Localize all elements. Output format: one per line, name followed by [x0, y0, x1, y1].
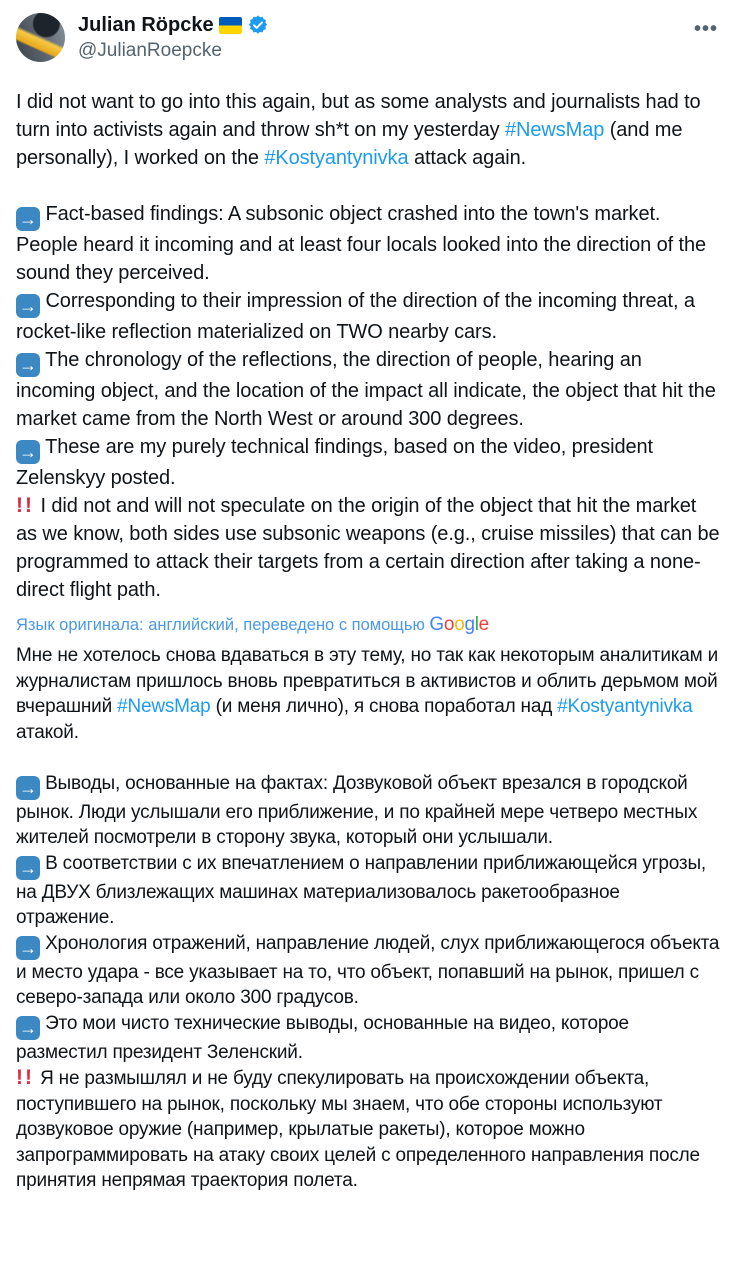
tweet-text: (and me personally), I worked on the [16, 119, 683, 169]
right-arrow-emoji: → [16, 936, 40, 960]
tweet-paragraph [16, 771, 720, 851]
right-arrow-emoji: → [16, 440, 40, 464]
tweet-header [16, 13, 720, 62]
tweet-paragraph [16, 931, 720, 1011]
hashtag-link[interactable]: #NewsMap [505, 119, 605, 141]
tweet-text: Мне не хотелось снова вдаваться в эту тему, но так как некоторым аналитикам и журналистам пришлось вновь превратиться в активистов и облить дерьмом мой вчерашний [16, 645, 718, 717]
tweet-text-russian [16, 643, 720, 1194]
user-names [78, 13, 269, 62]
tweet-text: Я не размышлял и не буду спекулировать на происхождении объекта, поступившего на рынок, поскольку мы знаем, что обе стороны используют дозвуковое оружие (например, крылатые ракеты), которое можно запрограммировать на атаку своих целей с определенного направления после принятия непрямая траектория полета. [16, 1068, 700, 1191]
more-icon: ••• [693, 18, 718, 40]
tweet-paragraph [16, 1065, 720, 1194]
google-logo-letter: g [464, 614, 475, 635]
tweet-text: Хронология отражений, направление людей, слух приближающегося объекта и место удара - все указывает на то, что объект, попавший на рынок, пришел с северо-запада или около 300 градусов. [16, 932, 720, 1008]
more-button[interactable] [686, 13, 720, 39]
google-logo-letter: G [429, 614, 444, 635]
right-arrow-emoji: → [16, 294, 40, 318]
tweet-paragraph [16, 643, 720, 745]
tweet-text: атакой. [16, 721, 79, 743]
tweet-text: Fact-based findings: A subsonic object crashed into the town's market. People heard it incoming and at least four locals looked into the direction of the sound they perceived. [16, 203, 707, 284]
right-arrow-emoji: → [16, 353, 40, 377]
right-arrow-emoji: → [16, 207, 40, 231]
right-arrow-emoji: → [16, 1016, 40, 1040]
hashtag-link[interactable]: #Kostyantynivka [557, 696, 693, 717]
avatar[interactable] [16, 13, 65, 62]
tweet-text-english [16, 88, 720, 604]
display-name[interactable]: Julian Röpcke [78, 14, 214, 36]
verified-badge-icon [247, 14, 269, 36]
blank-line [16, 172, 720, 200]
tweet-text: I did not and will not speculate on the origin of the object that hit the market as we know, both sides use subsonic weapons (e.g., cruise missiles) that can be programmed to attack their targets from a certain direction after taking a none-direct flight path. [16, 495, 720, 601]
double-exclamation-emoji: !! [16, 1066, 34, 1089]
google-logo-letter: o [454, 614, 465, 635]
hashtag-link[interactable]: #Kostyantynivka [264, 147, 409, 169]
right-arrow-emoji: → [16, 856, 40, 880]
translation-attribution-label: Язык оригинала: английский, переведено с помощью [16, 616, 430, 634]
double-exclamation-emoji: !! [16, 494, 34, 517]
google-logo-letter: o [443, 614, 455, 635]
tweet-text: (и меня лично), я снова поработал над [210, 696, 558, 717]
tweet-paragraph [16, 1011, 720, 1066]
tweet-text: The chronology of the reflections, the direction of people, hearing an incoming object, and the location of the impact all indicate, the object that hit the market came from the North West or around 300 degrees. [16, 349, 716, 430]
tweet-text: В соответствии с их впечатлением о направлении приближающейся угрозы, на ДВУХ близлежащих машинах материализовалось ракетообразное отражение. [16, 852, 706, 928]
blank-line [16, 745, 720, 771]
tweet-paragraph [16, 287, 720, 346]
tweet-text: attack again. [408, 147, 527, 169]
tweet-text: Corresponding to their impression of the direction of the incoming threat, a rocket-like reflection materialized on TWO nearby cars. [16, 290, 695, 343]
google-logo [429, 614, 489, 635]
tweet-paragraph [16, 346, 720, 433]
right-arrow-emoji: → [16, 776, 40, 800]
google-logo-letter: e [478, 614, 489, 635]
tweet-text: Выводы, основанные на фактах: Дозвуковой объект врезался в городской рынок. Люди услышали его приближение, и по крайней мере четверо местных жителей посмотрели в сторону звука, который они услышали. [16, 772, 698, 848]
tweet-text: These are my purely technical findings, based on the video, president Zelenskyy posted. [16, 436, 654, 489]
tweet-paragraph [16, 88, 720, 172]
tweet-paragraph [16, 851, 720, 931]
hashtag-link[interactable]: #NewsMap [117, 696, 211, 717]
tweet-paragraph [16, 200, 720, 287]
tweet-paragraph [16, 492, 720, 604]
tweet-paragraph [16, 433, 720, 492]
tweet-text: Это мои чисто технические выводы, основанные на видео, которое разместил президент Зеленский. [16, 1012, 629, 1063]
tweet-text: I did not want to go into this again, but as some analysts and journalists had to turn into activists again and throw sh*t on my yesterday [16, 91, 701, 141]
translation-attribution[interactable] [16, 614, 720, 636]
ukraine-flag-icon [219, 17, 242, 34]
google-logo-letter: l [474, 614, 479, 635]
user-handle[interactable]: @JulianRoepcke [78, 40, 222, 61]
